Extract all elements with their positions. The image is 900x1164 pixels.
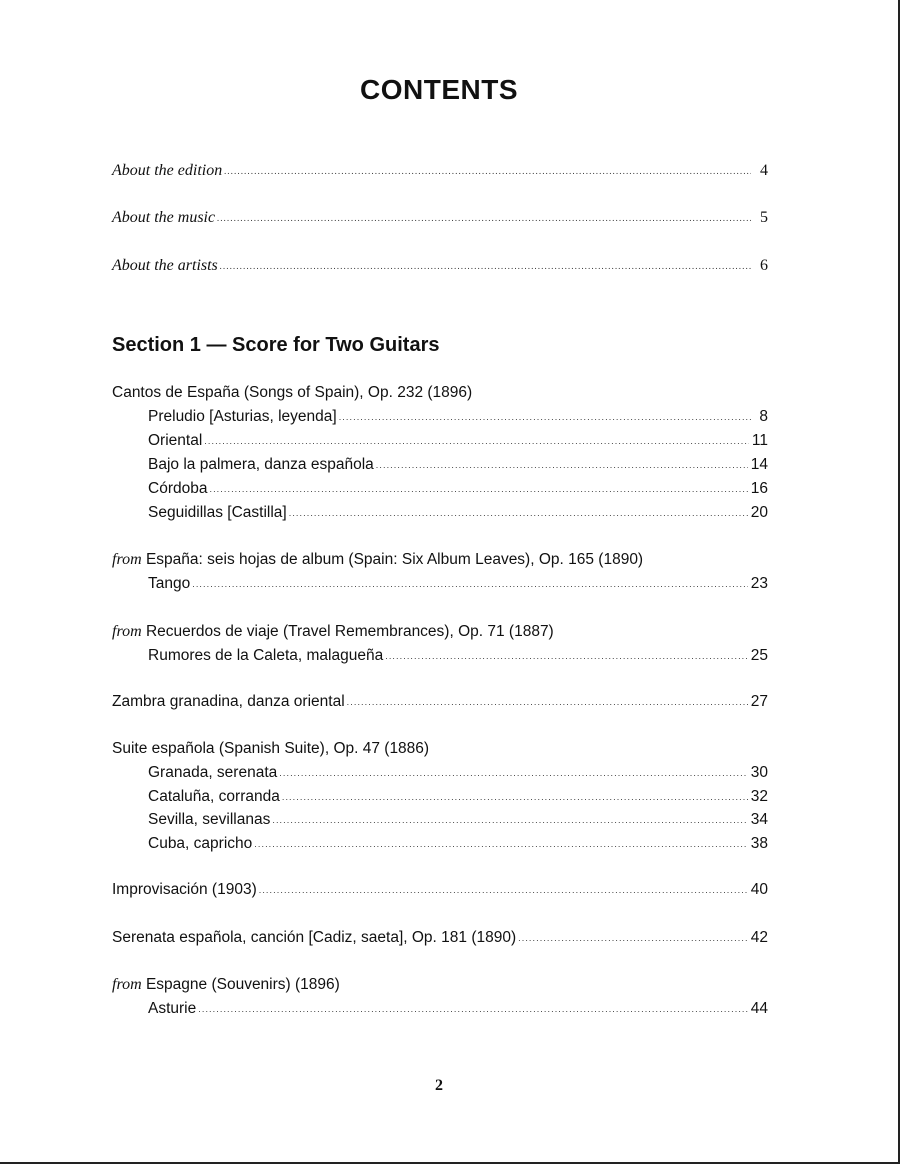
toc-entry-page: 32 — [750, 788, 768, 805]
toc-entry-label: Sevilla, sevillanas — [148, 811, 271, 828]
dot-leader — [376, 455, 748, 475]
toc-entry-label: Bajo la palmera, danza española — [148, 456, 374, 473]
toc-entry-page: 38 — [750, 835, 768, 852]
toc-entry-label: Córdoba — [148, 480, 208, 497]
dot-leader — [198, 999, 748, 1019]
work-title: Espagne (Souvenirs) (1896) — [145, 976, 340, 993]
toc-entry-page: 30 — [750, 764, 768, 781]
dot-leader — [385, 646, 748, 666]
dot-leader — [217, 208, 751, 228]
toc-entry-granada[interactable] — [148, 763, 768, 783]
toc-entry-label: Zambra granadina, danza oriental — [112, 693, 345, 710]
dot-leader — [282, 787, 748, 807]
toc-entry-zambra[interactable] — [112, 692, 768, 712]
toc-entry-asturie[interactable] — [148, 999, 768, 1019]
dot-leader — [518, 928, 748, 948]
work-title: Recuerdos de viaje (Travel Remembrances), Op. 71 (1887) — [145, 623, 554, 640]
dot-leader — [192, 574, 748, 594]
toc-entry-cataluna[interactable] — [148, 787, 768, 807]
toc-entry-cordoba[interactable] — [148, 479, 768, 499]
work-title-espagne — [112, 975, 340, 995]
toc-entry-label: Serenata española, canción [Cadiz, saeta], Op. 181 (1890) — [112, 929, 517, 946]
toc-entry-page: 23 — [750, 575, 768, 592]
work-title: España: seis hojas de album (Spain: Six Album Leaves), Op. 165 (1890) — [145, 551, 644, 568]
toc-entry-label: Rumores de la Caleta, malagueña — [148, 647, 384, 664]
toc-entry-label: Preludio [Asturias, leyenda] — [148, 408, 337, 425]
toc-entry-oriental[interactable] — [148, 431, 768, 451]
toc-entry-label: Improvisación (1903) — [112, 881, 257, 898]
toc-entry-label: Asturie — [148, 1000, 197, 1017]
dot-leader — [224, 161, 751, 181]
toc-entry-page: 40 — [750, 881, 768, 898]
dot-leader — [347, 692, 748, 712]
toc-entry-page: 5 — [760, 209, 768, 226]
toc-entry-label: About the music — [112, 209, 216, 226]
toc-entry-page: 6 — [760, 257, 768, 274]
toc-entry-page: 16 — [750, 480, 768, 497]
toc-entry-label: Oriental — [148, 432, 203, 449]
dot-leader — [339, 407, 751, 427]
toc-entry-about-artists[interactable] — [112, 256, 768, 276]
toc-entry-label: Tango — [148, 575, 191, 592]
toc-entry-page: 44 — [750, 1000, 768, 1017]
toc-entry-serenata[interactable] — [112, 928, 768, 948]
toc-entry-page: 27 — [750, 693, 768, 710]
dot-leader — [272, 810, 747, 830]
toc-entry-page: 8 — [759, 408, 768, 425]
from-prefix: from — [112, 976, 142, 993]
dot-leader — [289, 503, 748, 523]
toc-entry-page: 25 — [750, 647, 768, 664]
toc-entry-sevilla[interactable] — [148, 810, 768, 830]
toc-entry-page: 34 — [750, 811, 768, 828]
work-title-recuerdos — [112, 622, 554, 642]
toc-entry-label: Seguidillas [Castilla] — [148, 504, 287, 521]
dot-leader — [259, 880, 748, 900]
toc-entry-about-edition[interactable] — [112, 161, 768, 181]
toc-entry-label: About the edition — [112, 162, 223, 179]
work-title-cantos: Cantos de España (Songs of Spain), Op. 232 (1896) — [112, 384, 473, 401]
toc-entry-label: Cataluña, corranda — [148, 788, 280, 805]
toc-entry-label: About the artists — [112, 257, 218, 274]
toc-entry-label: Granada, serenata — [148, 764, 278, 781]
from-prefix: from — [112, 551, 142, 568]
dot-leader — [254, 834, 747, 854]
toc-entry-about-music[interactable] — [112, 208, 768, 228]
page-title: CONTENTS — [360, 74, 518, 105]
toc-entry-page: 4 — [760, 162, 768, 179]
toc-entry-page: 20 — [750, 504, 768, 521]
toc-entry-page: 42 — [750, 929, 768, 946]
dot-leader — [220, 256, 751, 276]
toc-entry-page: 11 — [751, 432, 768, 449]
work-title-espana — [112, 550, 643, 570]
section-heading: Section 1 — Score for Two Guitars — [112, 334, 440, 356]
toc-entry-page: 14 — [750, 456, 768, 473]
toc-entry-label: Cuba, capricho — [148, 835, 253, 852]
from-prefix: from — [112, 623, 142, 640]
dot-leader — [279, 763, 747, 783]
page-number: 2 — [435, 1077, 443, 1094]
toc-entry-seguidillas[interactable] — [148, 503, 768, 523]
toc-entry-cuba[interactable] — [148, 834, 768, 854]
dot-leader — [204, 431, 749, 451]
toc-entry-rumores[interactable] — [148, 646, 768, 666]
work-title-suite: Suite española (Spanish Suite), Op. 47 (1886) — [112, 740, 430, 757]
toc-entry-preludio[interactable] — [148, 407, 768, 427]
toc-entry-improvisacion[interactable] — [112, 880, 768, 900]
toc-entry-tango[interactable] — [148, 574, 768, 594]
toc-entry-bajo-la-palmera[interactable] — [148, 455, 768, 475]
dot-leader — [209, 479, 747, 499]
